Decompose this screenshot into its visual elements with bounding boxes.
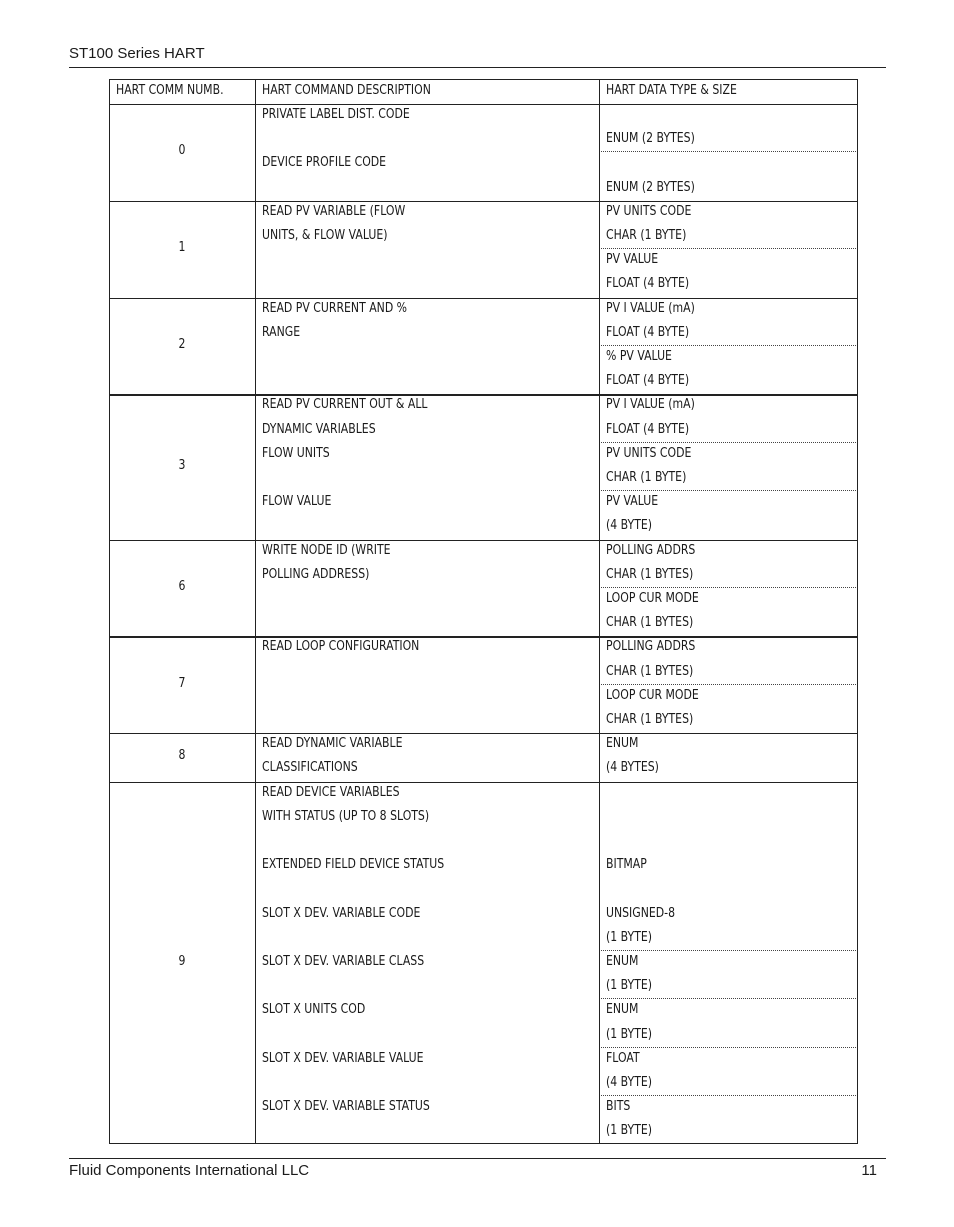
data-type-line: ENUM (2 BYTES) (606, 179, 695, 195)
data-type-line: FLOAT (4 BYTE) (606, 324, 690, 340)
command-description-line: POLLING ADDRESS) (262, 566, 370, 582)
data-type-line: ENUM (606, 1002, 639, 1018)
row-divider (109, 733, 858, 734)
column-header: HART COMMAND DESCRIPTION (262, 83, 431, 98)
data-type-line: FLOAT (606, 1050, 640, 1066)
command-number: 9 (178, 954, 186, 970)
command-description-line: SLOT X UNITS COD (262, 1002, 366, 1018)
data-type-line: CHAR (1 BYTES) (606, 663, 694, 679)
command-description-line: PRIVATE LABEL DIST. CODE (262, 107, 410, 122)
data-type-line: POLLING ADDRS (606, 639, 696, 655)
command-description-line: READ DYNAMIC VARIABLE (262, 736, 403, 752)
command-description-line: DYNAMIC VARIABLES (262, 421, 376, 437)
command-description-line: WRITE NODE ID (WRITE (262, 542, 391, 558)
command-description-line: FLOW VALUE (262, 494, 332, 510)
data-type-line: CHAR (1 BYTE) (606, 228, 687, 243)
data-type-line: CHAR (1 BYTES) (606, 615, 694, 631)
data-type-line: POLLING ADDRS (606, 542, 696, 558)
command-description-line: READ DEVICE VARIABLES (262, 784, 400, 800)
footer-rule (69, 1158, 886, 1159)
data-type-dotted-divider (601, 950, 856, 951)
row-divider (109, 201, 858, 202)
data-type-line: PV UNITS CODE (606, 203, 692, 219)
row-divider (109, 298, 858, 299)
command-description-line: CLASSIFICATIONS (262, 760, 358, 776)
row-divider (109, 394, 858, 395)
data-type-line: PV UNITS CODE (606, 445, 692, 461)
data-type-dotted-divider (601, 1095, 856, 1096)
data-type-line: BITS (606, 1099, 631, 1115)
data-type-line: ENUM (606, 736, 639, 752)
data-type-line: FLOAT (4 BYTE) (606, 421, 690, 437)
data-type-dotted-divider (601, 998, 856, 999)
data-type-line: PV I VALUE (mA) (606, 397, 695, 413)
data-type-line: % PV VALUE (606, 349, 672, 364)
data-type-dotted-divider (601, 684, 856, 685)
command-description-line: FLOW UNITS (262, 445, 330, 461)
command-number: 2 (178, 337, 186, 352)
command-description-line: READ PV CURRENT OUT & ALL (262, 397, 428, 413)
data-type-line: LOOP CUR MODE (606, 687, 699, 703)
command-description-line: WITH STATUS (UP TO 8 SLOTS) (262, 808, 430, 824)
column-divider (599, 79, 600, 1144)
command-description-line: READ PV CURRENT AND % (262, 300, 408, 316)
data-type-line: FLOAT (4 BYTE) (606, 373, 690, 389)
command-description-line: EXTENDED FIELD DEVICE STATUS (262, 857, 445, 873)
command-description-line: READ PV VARIABLE (FLOW (262, 203, 406, 219)
data-type-dotted-divider (601, 587, 856, 588)
data-type-line: (1 BYTE) (606, 1123, 653, 1139)
command-description-line: SLOT X DEV. VARIABLE CLASS (262, 954, 425, 969)
row-divider (109, 540, 858, 541)
page-header-title: ST100 Series HART (69, 45, 205, 62)
data-type-line: CHAR (1 BYTES) (606, 712, 694, 727)
data-type-line: (4 BYTE) (606, 1075, 653, 1090)
data-type-line: LOOP CUR MODE (606, 591, 699, 606)
header-row-divider (109, 104, 858, 105)
command-description-line: DEVICE PROFILE CODE (262, 155, 387, 171)
footer-company: Fluid Components International LLC (69, 1162, 310, 1179)
command-number: 0 (178, 143, 186, 159)
data-type-line: ENUM (2 BYTES) (606, 131, 695, 147)
data-type-line: CHAR (1 BYTES) (606, 566, 694, 582)
data-type-dotted-divider (601, 248, 856, 249)
data-type-line: (1 BYTE) (606, 1026, 653, 1042)
table-border-bottom (109, 1143, 858, 1144)
command-number: 8 (178, 748, 186, 764)
data-type-dotted-divider (601, 1047, 856, 1048)
command-number: 7 (178, 675, 186, 691)
data-type-line: (4 BYTES) (606, 760, 659, 776)
data-type-line: BITMAP (606, 857, 647, 873)
data-type-line: PV I VALUE (mA) (606, 300, 695, 316)
command-description-line: READ LOOP CONFIGURATION (262, 639, 420, 655)
command-number: 3 (178, 458, 186, 473)
data-type-line: PV VALUE (606, 494, 659, 510)
command-description-line: SLOT X DEV. VARIABLE STATUS (262, 1099, 430, 1115)
command-description-line: UNITS, & FLOW VALUE) (262, 228, 388, 243)
command-number: 6 (178, 579, 186, 594)
data-type-line: (4 BYTE) (606, 518, 653, 534)
header-rule (69, 67, 886, 68)
data-type-line: PV VALUE (606, 252, 659, 268)
command-description-line: RANGE (262, 324, 301, 340)
data-type-line: (1 BYTE) (606, 929, 653, 945)
data-type-dotted-divider (601, 490, 856, 491)
data-type-line: FLOAT (4 BYTE) (606, 276, 690, 292)
data-type-line: UNSIGNED-8 (606, 905, 676, 921)
data-type-dotted-divider (601, 345, 856, 346)
column-divider (255, 79, 256, 1144)
column-header: HART DATA TYPE & SIZE (606, 83, 737, 98)
footer-page-number: 11 (861, 1162, 877, 1179)
table-border-top (109, 79, 858, 80)
row-divider (109, 782, 858, 783)
hart-commands-table (109, 79, 858, 1144)
table-border-right (857, 79, 858, 1144)
data-type-line: ENUM (606, 954, 639, 969)
command-description-line: SLOT X DEV. VARIABLE VALUE (262, 1050, 424, 1066)
data-type-dotted-divider (601, 151, 856, 152)
table-border-left (109, 79, 110, 1144)
data-type-dotted-divider (601, 442, 856, 443)
command-number: 1 (178, 240, 186, 256)
command-description-line: SLOT X DEV. VARIABLE CODE (262, 905, 421, 921)
row-divider (109, 636, 858, 637)
column-header: HART COMM NUMB. (116, 83, 224, 98)
data-type-line: CHAR (1 BYTE) (606, 470, 687, 485)
data-type-line: (1 BYTE) (606, 978, 653, 994)
